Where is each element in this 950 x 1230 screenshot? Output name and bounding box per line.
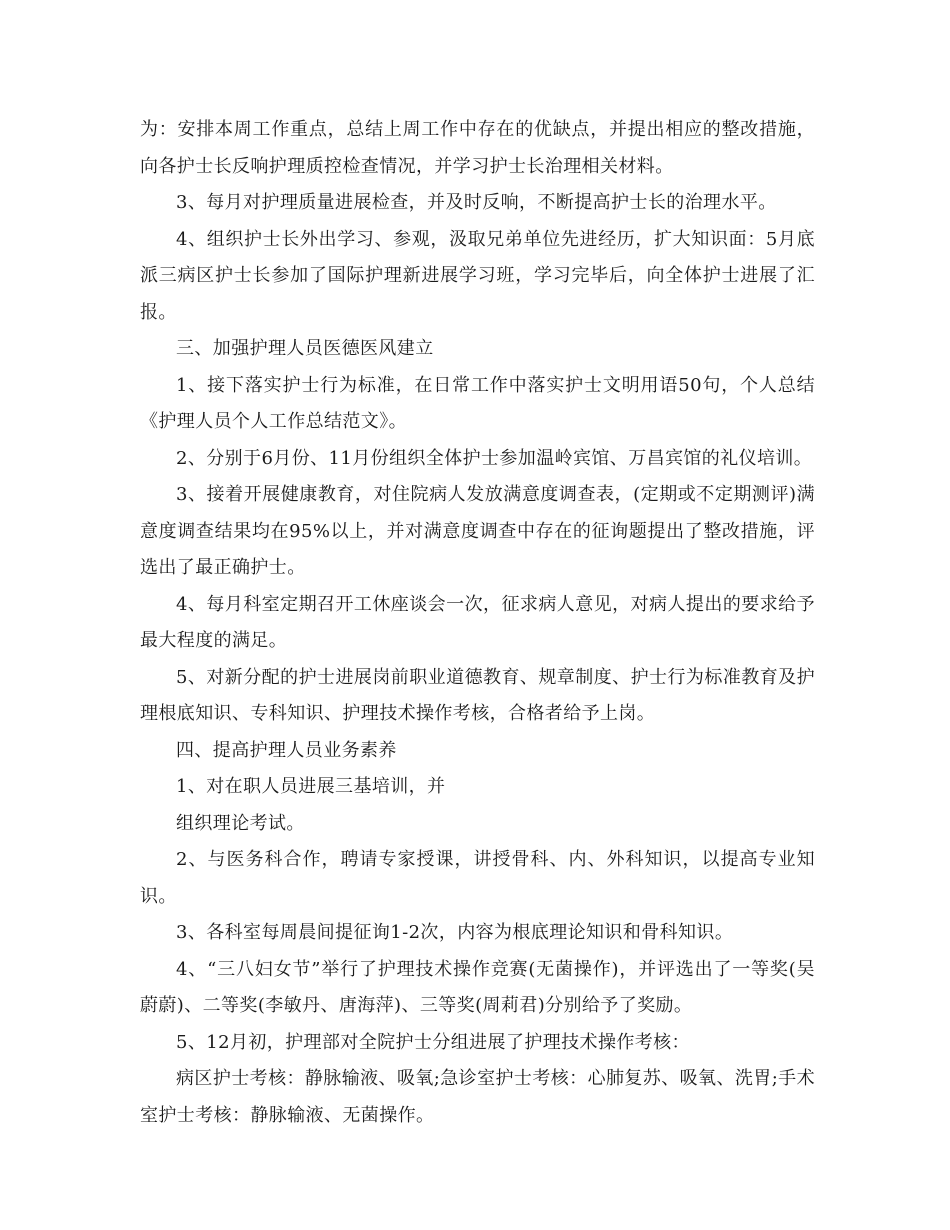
paragraph: 2、分别于6月份、11月份组织全体护士参加温岭宾馆、万昌宾馆的礼仪培训。 xyxy=(176,447,813,469)
paragraph: 2、与医务科合作，聘请专家授课，讲授骨科、内、外科知识，以提高专业知识。 xyxy=(140,849,815,907)
section-heading: 四、提高护理人员业务素养 xyxy=(176,739,397,761)
paragraph: 4、“三八妇女节”举行了护理技术操作竞赛(无菌操作)，并评选出了一等奖(吴蔚蔚)、二等奖(李敏丹、唐海萍)、三等奖(周莉君)分别给予了奖励。 xyxy=(140,958,815,1016)
paragraph: 组织理论考试。 xyxy=(176,812,305,834)
paragraph: 3、接着开展健康教育，对住院病人发放满意度调查表，(定期或不定期测评)满意度调查结果均在95%以上，并对满意度调查中存在的征询题提出了整改措施，评选出了最正确护士。 xyxy=(140,484,815,578)
paragraph: 1、对在职人员进展三基培训，并 xyxy=(176,776,446,797)
paragraph: 3、每月对护理质量进展检查，并及时反响，不断提高护士长的治理水平。 xyxy=(176,192,777,213)
paragraph: 5、12月初，护理部对全院护士分组进展了护理技术操作考核： xyxy=(176,1031,690,1053)
paragraph: 为：安排本周工作重点，总结上周工作中存在的优缺点，并提出相应的整改措施，向各护士长反响护理质控检查情况，并学习护士长治理相关材料。 xyxy=(140,119,815,177)
paragraph: 4、每月科室定期召开工休座谈会一次，征求病人意见，对病人提出的要求给予最大程度的满足。 xyxy=(140,593,815,651)
paragraph: 1、接下落实护士行为标准，在日常工作中落实护士文明用语50句，个人总结《护理人员个人工作总结范文》。 xyxy=(140,374,815,432)
paragraph: 病区护士考核：静脉输液、吸氧;急诊室护士考核：心肺复苏、吸氧、洗胃;手术室护士考核：静脉输液、无菌操作。 xyxy=(140,1068,815,1126)
paragraph: 3、各科室每周晨间提征询1-2次，内容为根底理论知识和骨科知识。 xyxy=(176,922,734,943)
paragraph: 4、组织护士长外出学习、参观，汲取兄弟单位先进经历，扩大知识面：5月底派三病区护士长参加了国际护理新进展学习班，学习完毕后，向全体护士进展了汇报。 xyxy=(140,228,815,323)
section-heading: 三、加强护理人员医德医风建立 xyxy=(176,338,434,359)
paragraph: 5、对新分配的护士进展岗前职业道德教育、规章制度、护士行为标准教育及护理根底知识、专科知识、护理技术操作考核，合格者给予上岗。 xyxy=(140,666,815,724)
document-body xyxy=(140,112,815,1134)
